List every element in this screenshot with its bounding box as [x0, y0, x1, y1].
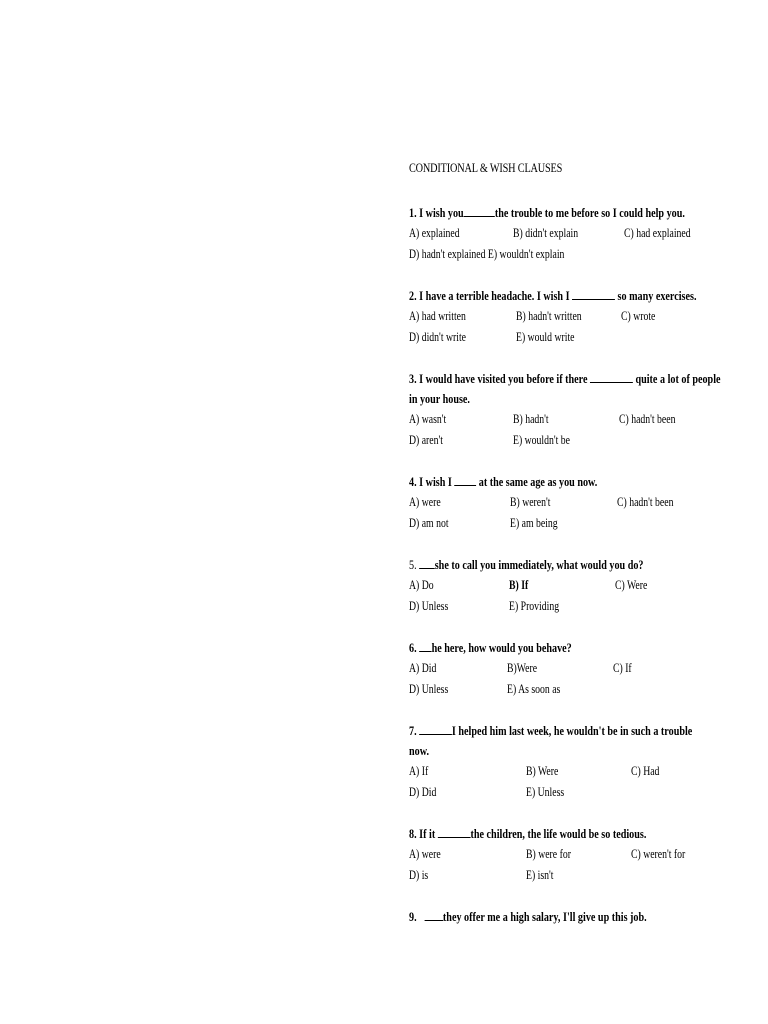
option-a: A) explained: [409, 226, 460, 240]
question-number: 8.: [409, 826, 417, 841]
question-text: [409, 286, 709, 306]
question-text: [409, 472, 709, 492]
option-a: A) were: [409, 495, 441, 509]
option-d: D) Unless: [409, 682, 449, 696]
options-row: [409, 575, 709, 596]
option-a: A) If: [409, 764, 429, 778]
option-a: A) were: [409, 847, 441, 861]
options-row: [409, 306, 709, 327]
question-7: [409, 721, 709, 803]
option-d-e: D) hadn't explained E) wouldn't explain: [409, 247, 565, 261]
option-e: E) wouldn't be: [513, 433, 571, 447]
options-row: [409, 327, 709, 348]
question-text: [409, 203, 709, 223]
answer-blank: [419, 639, 431, 652]
question-text-line2: in your house.: [409, 391, 470, 406]
options-row: [409, 244, 709, 265]
options-row: [409, 430, 709, 451]
answer-blank: [454, 473, 476, 486]
option-a: A) Did: [409, 661, 437, 675]
option-d: D) am not: [409, 516, 449, 530]
question-text: [409, 824, 709, 844]
option-b: B) hadn't written: [516, 309, 582, 323]
question-text-before: I would have visited you before if there: [419, 371, 588, 386]
option-d: D) Did: [409, 785, 437, 799]
options-row: [409, 223, 709, 244]
option-d: D) is: [409, 868, 429, 882]
option-e: E) Unless: [526, 785, 565, 799]
question-number: 5.: [409, 557, 417, 572]
question-text-after: the trouble to me before so I could help you.: [494, 205, 685, 220]
option-c: C) hadn't been: [619, 412, 676, 426]
page-title: CONDITIONAL & WISH CLAUSES: [409, 161, 563, 175]
question-text: [409, 638, 709, 658]
question-number: 6.: [409, 640, 417, 655]
question-text: [409, 721, 709, 741]
option-d: D) Unless: [409, 599, 449, 613]
answer-blank: [464, 204, 495, 217]
option-d: D) didn't write: [409, 330, 467, 344]
question-number: 1.: [409, 205, 417, 220]
question-text: [409, 369, 721, 389]
option-c: C) had explained: [624, 226, 691, 240]
question-text-after: they offer me a high salary, I'll give up this job.: [442, 909, 647, 924]
answer-blank: [419, 556, 435, 569]
question-text-before: I wish you: [419, 205, 464, 220]
question-5: [409, 555, 709, 617]
options-row: [409, 865, 709, 886]
question-text-after: quite a lot of people: [635, 371, 721, 386]
question-text: [409, 907, 709, 927]
option-b: B) were for: [526, 847, 571, 861]
question-2: [409, 286, 709, 348]
question-text-before: I have a terrible headache. I wish I: [419, 288, 570, 303]
answer-blank: [424, 908, 443, 921]
option-e: E) Providing: [509, 599, 560, 613]
question-8: [409, 824, 709, 886]
option-b: B) weren't: [510, 495, 551, 509]
option-e: E) would write: [516, 330, 575, 344]
answer-blank: [419, 722, 452, 735]
question-text-before: I wish I: [419, 474, 452, 489]
question-9: [409, 907, 709, 927]
option-d: D) aren't: [409, 433, 443, 447]
option-c: C) If: [613, 661, 632, 675]
option-b: B) Were: [526, 764, 559, 778]
question-number: 7.: [409, 723, 417, 738]
options-row: [409, 782, 709, 803]
option-b: B) If: [509, 578, 529, 592]
options-row: [409, 844, 709, 865]
option-c: C) weren't for: [631, 847, 686, 861]
option-b: B)Were: [507, 661, 538, 675]
question-number: 9.: [409, 909, 417, 924]
question-number: 4.: [409, 474, 417, 489]
options-row: [409, 492, 709, 513]
option-e: E) isn't: [526, 868, 554, 882]
question-text-after: I helped him last week, he wouldn't be in such a trouble: [451, 723, 693, 738]
options-row: [409, 658, 709, 679]
question-text: [409, 555, 709, 575]
option-c: C) Were: [615, 578, 648, 592]
answer-blank: [590, 370, 633, 383]
question-text-after: at the same age as you now.: [478, 474, 598, 489]
question-text-after: she to call you immediately, what would you do?: [434, 557, 644, 572]
question-1: [409, 203, 709, 265]
options-row: [409, 409, 709, 430]
option-c: C) hadn't been: [617, 495, 674, 509]
question-text-after: the children, the life would be so tedious.: [470, 826, 647, 841]
option-b: B) didn't explain: [513, 226, 579, 240]
question-text-line2: now.: [409, 743, 430, 758]
question-text-after: he here, how would you behave?: [431, 640, 572, 655]
question-text-before: If it: [419, 826, 436, 841]
options-row: [409, 679, 709, 700]
option-c: C) Had: [631, 764, 660, 778]
option-b: B) hadn't: [513, 412, 549, 426]
options-row: [409, 596, 709, 617]
option-a: A) Do: [409, 578, 434, 592]
question-number: 2.: [409, 288, 417, 303]
question-number: 3.: [409, 371, 417, 386]
options-row: [409, 513, 709, 534]
question-text-after: so many exercises.: [617, 288, 697, 303]
question-3: [409, 369, 721, 451]
options-row: [409, 761, 709, 782]
question-6: [409, 638, 709, 700]
worksheet-content: [409, 161, 721, 948]
question-4: [409, 472, 709, 534]
answer-blank: [438, 825, 471, 838]
option-e: E) As soon as: [507, 682, 561, 696]
answer-blank: [572, 287, 615, 300]
option-c: C) wrote: [621, 309, 656, 323]
option-e: E) am being: [510, 516, 558, 530]
option-a: A) had written: [409, 309, 466, 323]
option-a: A) wasn't: [409, 412, 447, 426]
